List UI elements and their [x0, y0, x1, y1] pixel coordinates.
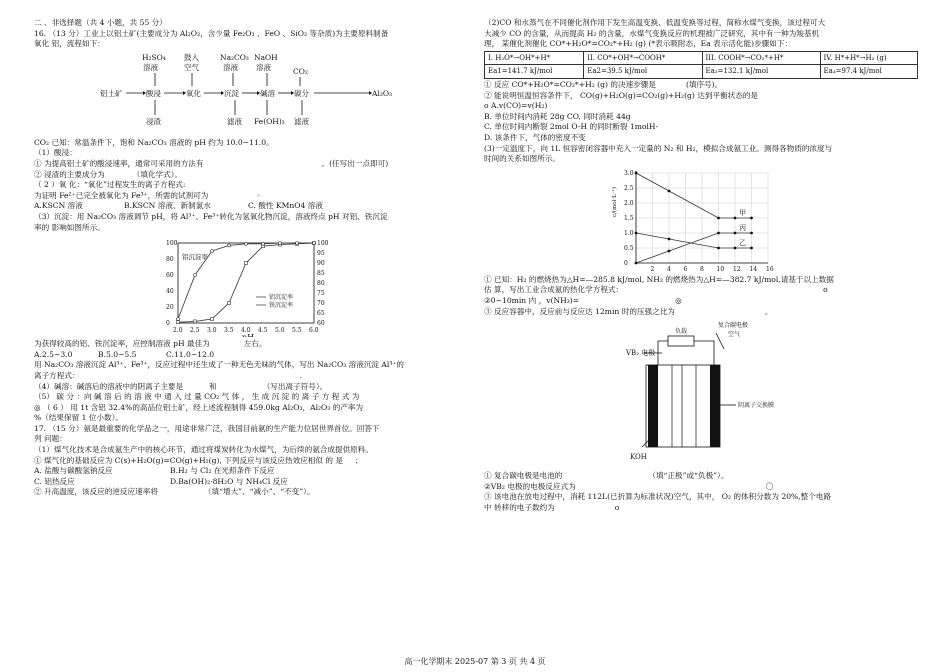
data-point [750, 246, 753, 249]
flow-node-product: Al₂O₃ [372, 88, 392, 98]
table-cell: Ea1=141.7 kJ/mol [485, 65, 584, 79]
flow-reagent-blow: 鼓入 [184, 52, 199, 62]
flow-reagent-naoh: NaOH [254, 52, 278, 62]
y2-tick-label: 80 [317, 280, 325, 288]
flow-reagent-h2so4: H₂SO₄ [142, 52, 166, 62]
q16-sub3-question: 为获得较高的铝、铁沉淀率，应控制溶液 pH 最佳为 [34, 339, 210, 349]
table-cell: IV. H*+H*→H₂ (g) [820, 51, 917, 65]
q17-3-c: ③ 反应容器中，反应前与反应达 12min 时的压强之比为 [484, 306, 675, 316]
q17-sub1-b: ② 升高温度，该反应的逆反应速率将 [34, 487, 158, 497]
label-membrane: 阴离子交换膜 [738, 402, 775, 410]
ph-chart-svg [34, 235, 464, 337]
x-tick-label: 2 [650, 265, 655, 273]
x-tick-label: 6.0 [309, 327, 319, 335]
q16-sub3-4: 离子方程式： [34, 370, 80, 380]
q16-sub2-question: 为证明 Fe²⁺已完全被氧化为 Fe³⁺，所需的试剂可为 [34, 190, 209, 200]
left-column: 二 、非选择题（共 4 小题，共 55 分） 16. （13 分）工业上以铝土矿(主要成分为 Al₂O₃，含少量 Fe₂O₃ 、FeO 、SiO₂ 等杂质)为主要原料制备 氧化 铝，流程如下： H₂SO₄ 溶液 鼓入 空气 Na₂CO₃ 溶液 NaOH 溶液 CO₂ 铝土矿 酸浸 氧化 沉淀 碱溶 碳分 Al₂O₃ 浸渣 滤液 Fe(OH)₃ 滤液 CO₂ 已知：常温条件下，饱和 Na₂CO₃ 溶液的 pH 约为 10.0~11.0。 （1）酸浸： ① 为提高铝土矿的酸浸速率，通常可采用的方法有 。(任写出一点即可) ② 浸渣的主要成分为 （填化学式）。 （ 2 ）氧 化：“氧化”过程发生的离子方程式: 为证明 Fe²⁺已完全被氧化为 Fe³⁺，所需的试剂可为 ◦ A.KSCN 溶液 B.KSCN 溶液、新制氯水 C. 酸性 KMnO4 溶液 （3）沉淀：用 Na₂CO₃ 溶液调节 pH，将 Al³⁺、Fe³⁺转化为氢氧化物沉淀，溶液终点 pH 对铝、铁沉淀 率的 影响如图所示。 100 80 60 40 20 0 100 95 90 85 80 75 70 65 60 2.0 2.5 3.0 3.5 4.0 4.5 5.0 5.5 6.0 铝沉淀率 铝沉淀率 铁沉淀率 为获得较高的铝、铁沉淀率，应控制溶液 pH 最佳为 左右。 A.2.5~3.0 B.5.0~5.5 C.11.0~12.0 用 Na₂CO₃ 溶液沉淀 Al³⁺、Fe³⁺，反应过程中还生成了一种无色无味的气体，写出 Na₂CO₃ 溶液沉淀 Al³⁺的 离子方程式： . （4）碱溶：碱溶后的溶液中的阴离子主要是 和 （写出离子符号）。 （5） 碳 分 ：向 碱 溶 后 的 溶 液 中 通 入 过 量 CO₂ 气 体 ， 生 成 沉 淀 的 离 子 方 程 式 为 ◎ （ 6 ） 用 1t 含铝 32.4%的高品位铝土矿，经上述流程制得 459.0kg Al₂O₃，Al₂O₃ 的产率为 %（结果保留 1 位小数）。 17. （15 分）氨是最重要的化学品之一，用途非常广泛，我国目前氨的生产能力位居世界首位。回答下 列 问题： （1）煤气化技术是合成氨生产中的核心环节，通过将煤炭转化为水煤气，为后续的氨合成提供原料。 ① 煤气化的基础反应为 C(s)+H₂O(g)=CO(g)+H₂(g), 下列反应与该反应热效应相似 的 是 ； A. 盐酸与碳酸氢钠反应 B.H₂ 与 Cl₂ 在光照条件下反应 C. 铝热反应 D.Ba(OH)₂·8H₂O 与 NH₄Cl 反应 ② 升高温度，该反应的逆反应速率将 （填“增大”、“减小”、“不变”）。 [34, 18, 464, 498]
y2-tick-label: 60 [317, 320, 325, 328]
data-point [177, 318, 180, 321]
y-axis-label: c/(mol·L⁻¹) [612, 186, 618, 217]
y-tick-label: 0 [624, 259, 628, 267]
conc-chart-svg [484, 167, 924, 273]
q17-opt-b: B.H₂ 与 Cl₂ 在光照条件下反应 [170, 466, 275, 476]
flow-reagent-naoh-sol: 溶液 [256, 62, 271, 72]
data-point [635, 231, 638, 234]
q16-sub3-opt-c: C.11.0~12.0 [166, 349, 215, 359]
x-tick-label: 3.5 [224, 327, 234, 335]
data-point [194, 274, 197, 277]
y-tick-label: 0 [166, 320, 170, 328]
data-point [668, 249, 671, 252]
flow-node-oxidize: 氧化 [186, 88, 201, 98]
data-point [194, 320, 197, 323]
q17-2-stem-2: 大减少 CO 的含量，从而提高 H₂ 的含量，水煤气变换反应的机理被广泛研究，其中有一种为羧基机 [484, 28, 820, 38]
data-point [245, 242, 248, 245]
q16-sub2: （ 2 ）氧 化：“氧化”过程发生的离子方程式: [34, 180, 186, 190]
q17-4-a: ① 复合碳电极是电池的 [484, 471, 563, 481]
data-point [734, 246, 737, 249]
label-vb2: VB₂ 电极 [626, 349, 656, 358]
q17-4-c-2: 中 转移的电子数约为 [484, 502, 555, 512]
flow-below-feoh3: Fe(OH)₃ [254, 116, 285, 126]
q17-2-opt-b: B. 单位时间内消耗 28g CO, 同时消耗 44g [484, 111, 631, 121]
flowchart-svg [34, 52, 464, 136]
data-point [313, 242, 316, 245]
q17-2-opt-a: o A.v(CO)=v(H₂) [484, 101, 548, 111]
y-tick-label: 80 [166, 256, 174, 264]
q17-3-a-1: ① 已知：H₂ 的燃烧热为△H=—285.8 kJ/mol, NH₃ 的燃烧热为△H=—382.7 kJ/mol,请基于以上数据 [484, 274, 834, 284]
data-point [262, 242, 265, 245]
q16-sub1-b: ② 浸渣的主要成分为 [34, 169, 105, 179]
series-label: 甲 [739, 208, 747, 217]
load-box [668, 336, 694, 346]
q16-sub1: （1）酸浸： [34, 148, 77, 158]
x-tick-label: 6 [683, 265, 688, 273]
data-point [245, 262, 248, 265]
y-tick-label: 2.5 [624, 184, 634, 192]
q16-stem-1: 16. （13 分）工业上以铝土矿(主要成分为 Al₂O₃，含少量 Fe₂O₃ 、FeO 、SiO₂ 等杂质)为主要原料制备 [34, 28, 389, 38]
q17-3-a-2-tail: o [823, 285, 828, 295]
q17-opt-c: C. 铝热反应 [34, 476, 75, 486]
mechanism-table [484, 51, 918, 79]
q17-sub1-a: ① 煤气化的基础反应为 C(s)+H₂O(g)=CO(g)+H₂(g), 下列反应与该反应热效应相似 的 是 [34, 455, 343, 465]
q16-sub6-tail: %（结果保留 1 位小数）。 [34, 413, 124, 423]
q17-3-b: ②0~10min 内 ，v(NH₃)= [484, 295, 580, 305]
process-flowchart [34, 52, 464, 136]
q17-2-stem-3: 理， 某催化剂催化 CO*+H₂O*=CO₂*+H₂ (g) (*表示吸附态，Ea 表示活化能)步骤如下： [484, 39, 793, 49]
flow-below-filtrate2: 滤液 [294, 116, 309, 126]
x-axis-label [242, 333, 254, 337]
q17-4-c-2-tail: o [614, 502, 620, 512]
flow-node-alkali: 碱溶 [260, 88, 275, 98]
x-axis-label [694, 272, 722, 273]
data-point [734, 231, 737, 234]
x-tick-label: 8 [700, 265, 704, 273]
flow-reagent-air: 空气 [184, 62, 199, 72]
label-electrode: 复合碳电极 [718, 322, 749, 330]
y2-tick-label: 65 [317, 310, 325, 318]
flow-node-acid-leach: 酸浸 [146, 88, 161, 98]
table-cell: I. H₂O*→OH*+H* [485, 51, 584, 65]
y-tick-label: 100 [166, 240, 178, 248]
page-footer: 高一化学期末 2025-07 第 3 页 共 4 页 [404, 657, 546, 666]
data-point [228, 244, 231, 247]
q17-stem-1: 17. （15 分）氨是最重要的化学品之一，用途非常广泛，我国目前氨的生产能力位居世界首位。回答下 [34, 423, 380, 433]
data-point [750, 216, 753, 219]
x-tick-label: 5.0 [275, 327, 285, 335]
vb2-electrode [648, 365, 658, 447]
y2-tick-label: 100 [317, 240, 329, 248]
x-tick-label: 10 [716, 265, 725, 273]
q16-stem-2: 氧化 铝，流程如下： [34, 39, 105, 49]
data-point [635, 171, 638, 174]
q17-2-opt-c: C. 单位时间内断裂 2mol O-H 的同时断裂 1molH- [484, 122, 659, 132]
carbon-electrode [710, 365, 720, 447]
y-tick-label: 3.0 [624, 169, 634, 177]
x-tick-label: 4.0 [241, 327, 251, 335]
table-cell: Ea₃=132.1 kJ/mol [702, 65, 820, 79]
data-point [717, 246, 720, 249]
data-point [279, 242, 282, 245]
flow-node-carbon: 碳分 [294, 88, 309, 98]
y-tick-label: 0.5 [624, 244, 634, 252]
q16-sub6: ◎ （ 6 ） 用 1t 含铝 32.4%的高品位铝土矿，经上述流程制得 459.0kg Al₂O₃，Al₂O₃ 的产率为 [34, 402, 364, 412]
y2-tick-label: 70 [317, 300, 325, 308]
q17-4-b-tail: 〇 [765, 481, 774, 491]
data-point [228, 302, 231, 305]
q16-sub1-a-tail: 。(任写出一点即可) [321, 158, 389, 168]
q17-sub1-b-tail: （填“增大”、“减小”、“不变”）。 [203, 487, 315, 497]
y-tick-label: 60 [166, 272, 174, 280]
y-tick-label: 40 [166, 288, 174, 296]
q17-3-c-tail: 。 [764, 306, 773, 316]
flow-reagent-na2co3-sol: 溶液 [223, 62, 238, 72]
q17-3-b-tail: ◎ [675, 295, 682, 305]
y-tick-label: 20 [166, 304, 174, 312]
q16-sub4-tail: （写出离子符号）。 [262, 381, 328, 391]
table-cell: Ea2=39.5 kJ/mol [584, 65, 702, 79]
q16-sub3-opt-b: B.5.0~5.5 [98, 349, 137, 359]
right-column [484, 18, 924, 513]
flow-reagent-co2: CO₂ [293, 66, 308, 76]
data-point [635, 261, 638, 264]
q17-opt-a: A. 盐酸与碳酸氢钠反应 [34, 466, 113, 476]
x-tick-label: 14 [749, 265, 758, 273]
concentration-chart [484, 167, 924, 273]
q17-stem-2: 列 问题： [34, 434, 67, 444]
data-point [211, 250, 214, 253]
series-line-1 [636, 233, 752, 248]
co2-note: CO₂ 已知：常温条件下，饱和 Na₂CO₃ 溶液的 pH 约为 10.0~11.0。 [34, 137, 274, 147]
data-point [211, 318, 214, 321]
label-air: 空气 [728, 331, 741, 339]
precipitation-chart [34, 235, 464, 337]
q16-sub3-2: 率的 影响如图所示。 [34, 222, 105, 232]
data-point [296, 242, 299, 245]
q17-3-stem-1: (3)一定温度下，向 1L 恒容密闭容器中充入一定量的 N₂ 和 H₂，模拟合成氨工业。测得各物质的浓度与 [484, 143, 833, 153]
q17-2-b: ② 能说明恒温恒容条件下， CO(g)+H₂O(g)=CO₂(g)+H₂(g) 达到平衡状态的是 [484, 90, 759, 100]
q17-sub1: （1）煤气化技术是合成氨生产中的核心环节，通过将煤炭转化为水煤气，为后续的氨合成提供原料。 [34, 445, 373, 455]
x-tick-label: 3.0 [207, 327, 217, 335]
q16-sub1-a: ① 为提高铝土矿的酸浸速率，通常可采用的方法有 [34, 158, 204, 168]
data-point [177, 321, 180, 324]
q17-2-a-tail: (填序号)。 [685, 79, 723, 89]
legend-label: 铁沉淀率 [269, 302, 294, 310]
legend-label: 铝沉淀率 [269, 294, 294, 302]
q16-sub4-mid: 和 [209, 381, 217, 391]
q17-2-stem-1: （2)CO 和水蒸气在不同催化剂作用下发生高温变换、低温变换等过程，简称水煤气变换，该过程可大 [484, 18, 826, 27]
x-tick-label: 4 [667, 265, 671, 273]
q17-3-a-2: 估 算，写出工业合成氨的热化学方程式： [484, 285, 624, 295]
series-label: 乙 [739, 238, 747, 247]
q17-sub1-a-tail: ； [355, 455, 363, 465]
q16-sub5: （5） 碳 分 ：向 碱 溶 后 的 溶 液 中 通 入 过 量 CO₂ 气 体 ， 生 成 沉 淀 的 离 子 方 程 式 为 [34, 392, 360, 402]
x-tick-label: 12 [733, 265, 741, 273]
y-tick-label: 2.0 [624, 199, 634, 207]
q16-sub3-3: 用 Na₂CO₃ 溶液沉淀 Al³⁺、Fe³⁺，反应过程中还生成了一种无色无味的气体，写出 Na₂CO₃ 溶液沉淀 Al³⁺的 [34, 360, 404, 370]
data-point [717, 231, 720, 234]
label-load: 负载 [675, 328, 688, 336]
flow-node-ore: 铝土矿 [100, 88, 123, 98]
q17-4-c-1: ③ 该电池在放电过程中，消耗 112L(已折算为标准状况)空气，其中， O₂ 的体积分数为 20%,整个电路 [484, 492, 832, 502]
flow-reagent-h2so4-sol: 溶液 [143, 62, 158, 72]
data-point [750, 231, 753, 234]
x-tick-label: 4.5 [258, 327, 268, 335]
data-point [734, 216, 737, 219]
y-tick-label: 1.5 [624, 214, 634, 222]
table-cell: III. COOH*→CO₂*+H* [702, 51, 820, 65]
q17-3-stem-2: 时间的关系如图所示。 [484, 154, 560, 164]
y-tick-label: 1.0 [624, 229, 634, 237]
y2-tick-label: 90 [317, 260, 325, 268]
y-axis-label: 铝沉淀率 [182, 253, 208, 262]
section-heading: 二 、非选择题（共 4 小题，共 55 分） [34, 18, 167, 27]
flow-below-residue: 浸渣 [146, 116, 161, 126]
x-tick-label: 5.5 [292, 327, 302, 335]
y2-tick-label: 95 [317, 250, 325, 258]
table-row [485, 65, 918, 79]
y2-tick-label: 85 [317, 270, 325, 278]
battery-svg [484, 319, 924, 469]
table-row [485, 51, 918, 65]
x-tick-label: 16 [766, 265, 774, 273]
q17-4-b: ②VB₂ 电极的电极反应式为 [484, 481, 576, 491]
data-point [668, 237, 671, 240]
q16-sub4: （4）碱溶：碱溶后的溶液中的阴离子主要是 [34, 381, 184, 391]
q17-2-opt-d: D. 该条件下，气体的密度不变 [484, 132, 586, 142]
x-tick-label: 2.5 [190, 327, 200, 335]
series-label: 丙 [739, 223, 747, 232]
data-point [717, 216, 720, 219]
q16-sub2-opt-c: C. 酸性 KMnO4 溶液 [248, 201, 323, 211]
q16-sub2-opt-a: A.KSCN 溶液 [34, 201, 83, 211]
table-cell: II. CO*+OH*→COOH* [584, 51, 702, 65]
y2-tick-label: 75 [317, 290, 325, 298]
data-point [668, 189, 671, 192]
q17-2-a: ① 反应 CO*+H₂O*=CO₂*+H₂ (g) 的决速步骤是 [484, 79, 656, 89]
flow-reagent-na2co3: Na₂CO₃ [220, 52, 249, 62]
q17-opt-d: D.Ba(OH)₂·8H₂O 与 NH₄Cl 反应 [170, 476, 288, 486]
q16-sub2-opt-b: B.KSCN 溶液、新制氯水 [124, 201, 211, 211]
q17-4-a-tail: （填“正极”或“负极”）。 [648, 471, 729, 481]
q16-sub3-1: （3）沉淀：用 Na₂CO₃ 溶液调节 pH，将 Al³⁺、Fe³⁺转化为氢氧化物沉淀，溶液终点 pH 对铝、铁沉淀 [34, 211, 388, 221]
flow-below-filtrate1: 滤液 [227, 116, 242, 126]
q16-sub3-opt-a: A.2.5~3.0 [34, 349, 73, 359]
flow-node-precipitate: 沉淀 [224, 88, 239, 98]
label-koh: KOH [630, 453, 647, 462]
x-tick-label: 2.0 [173, 327, 183, 335]
series-line-0 [636, 173, 752, 218]
q16-sub1-b-tail: （填化学式）。 [132, 169, 183, 179]
battery-diagram [484, 319, 924, 469]
q16-sub3-question-tail: 左右。 [243, 339, 267, 349]
table-cell: Ea₄=97.4 kJ/mol [820, 65, 917, 79]
